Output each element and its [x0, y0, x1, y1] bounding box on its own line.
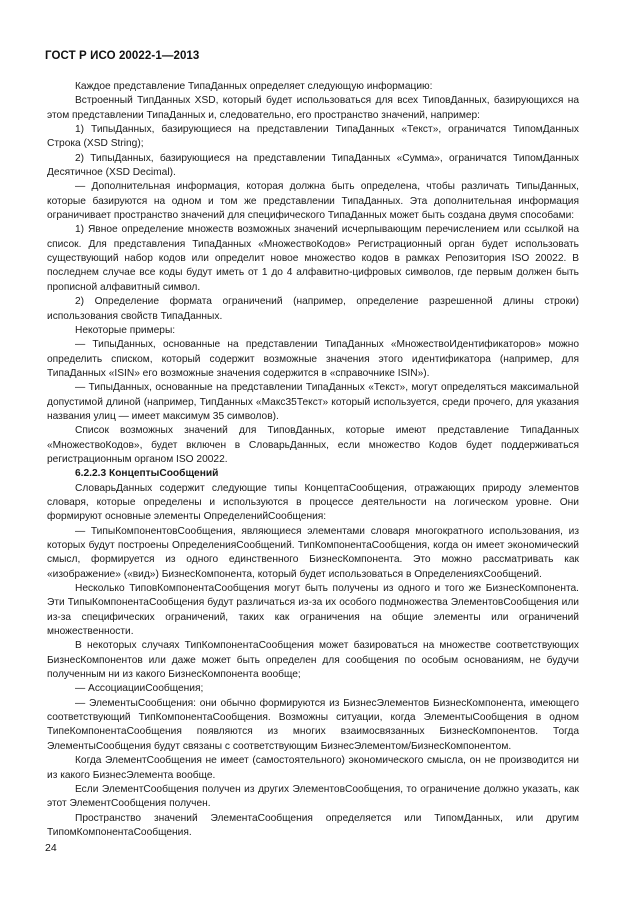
document-header: ГОСТ Р ИСО 20022-1—2013 [45, 50, 200, 62]
page-number: 24 [45, 842, 57, 854]
paragraph: Несколько ТиповКомпонентаСообщения могут быть получены из одного и того же БизнесКомпонента. Эти ТипыКомпонентаСообщения будут различаться из-за их особого подмножества ЭлементовСообщения или из-за специфических ограничений, таких как ограничения на общие элементы или ограничений множественности. [47, 583, 579, 638]
paragraph: 2) ТипыДанных, базирующиеся на представлении ТипаДанных «Сумма», ограничатся ТипомДанных Десятичное (XSD Decimal). [47, 152, 579, 179]
paragraph: Встроенный ТипДанных XSD, который будет использоваться для всех ТиповДанных, базирующихся на этом представлении ТипаДанных и, следовательно, его пространство значений, например: [47, 95, 579, 121]
paragraph: — ТипыДанных, основанные на представлении ТипаДанных «МножествоИдентификаторов» можно определить списком, который содержит возможные значения этого идентификатора (например, для ТипаДанных «ISIN» его возможные значения содержится в «справочнике ISIN»). [47, 339, 579, 379]
section-heading: 6.2.2.3 КонцептыСообщений [75, 468, 219, 480]
paragraph: Список возможных значений для ТиповДанных, которые имеют представление ТипаДанных «МножествоКодов», будет включен в СловарьДанных, если множество Кодов будет поддерживаться регистрационным органом ISO 20022. [47, 425, 579, 465]
paragraph: СловарьДанных содержит следующие типы КонцептаСообщения, отражающих природу элементов словаря, которые определены и используются в процессе деятельности на логическом уровне. Они формируют основные элементы ОпределенийСообщения: [47, 482, 579, 523]
paragraph: Если ЭлементСообщения получен из других ЭлементовСообщения, то ограничение должно указать, как этот ЭлементСообщения получен. [47, 783, 579, 810]
paragraph: Каждое представление ТипаДанных определяет следующую информацию: [75, 81, 433, 92]
paragraph: 1) ТипыДанных, базирующиеся на представлении ТипаДанных «Текст», ограничатся ТипомДанных Строка (XSD String); [47, 124, 579, 150]
paragraph: В некоторых случаях ТипКомпонентаСообщения может базироваться на множестве соответствующих БизнесКомпонентов или даже может быть определен для сообщения по особым основаниям, не будучи полученным ни из какого БизнесКомпонента вообще; [47, 640, 579, 681]
paragraph: — АссоциацииСообщения; [75, 683, 204, 695]
paragraph: — Дополнительная информация, которая должна быть определена, чтобы различать ТипыДанных, которые базируются на одном и том же представлении ТипаДанных. Эта дополнительная информация ограничивает пространство значений для специфического ТипаДанных может быть создана двумя способами: [47, 181, 579, 222]
paragraph: — ТипыДанных, основанные на представлении ТипаДанных «Текст», могут определяться максимальной допустимой длиной (например, ТипДанных «Макс35Текст» который используется, среди прочего, для указания названия улиц — имеет максимум 35 символов). [47, 382, 579, 422]
paragraph: — ЭлементыСообщения: они обычно формируются из БизнесЭлементов БизнесКомпонента, имеющего соответствующий ТипКомпонентаСообщения. Возможны ситуации, когда ЭлементыСообщения в одном ТипеКомпонентаСообщения появляются из многих взаимосвязанных БизнесКомпонентов. Тогда ЭлементыСообщения будут связаны с соответствующим БизнесЭлементом/БизнесКомпонентом. [47, 697, 579, 752]
document-body [47, 80, 579, 840]
paragraph: Некоторые примеры: [75, 324, 176, 336]
paragraph: — ТипыКомпонентовСообщения, являющиеся элементами словаря многократного использования, из которых будут построены ОпределенияСообщений. ТипКомпонентаСообщения, когда он имеет экономический смысл, формируется из одного единственного БизнесКомпонента. Это можно рассматривать как «изображение» («вид») БизнесКомпонента, который будет использоваться в ОпределенияхСообщений. [47, 525, 579, 580]
paragraph: Когда ЭлементСообщения не имеет (самостоятельного) экономического смысла, он не производится ни из какого БизнесЭлемента вообще. [47, 755, 579, 781]
paragraph: Пространство значений ЭлементаСообщения определяется или ТипомДанных, или другим ТипомКомпонентаСообщения. [47, 812, 579, 838]
paragraph: 2) Определение формата ограничений (например, определение разрешенной длины строки) использования свойств ТипаДанных. [47, 296, 579, 322]
paragraph: 1) Явное определение множеств возможных значений исчерпывающим перечислением или ссылкой на список. Для представления ТипаДанных «МножествоКодов» Регистрационный орган будет использовать существующий набор кодов или определит новое множество кодов в рамках Репозитория ISO 20022. В последнем случае все коды будут иметь от 1 до 4 алфавитно-цифровых символов, где первым должен быть прописной алфавитный символ. [47, 224, 579, 293]
